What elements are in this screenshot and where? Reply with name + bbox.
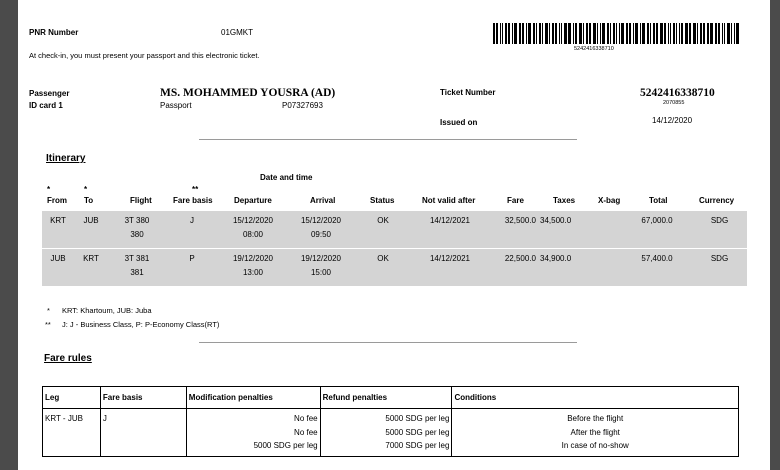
barcode-bar — [697, 23, 698, 44]
fare-rules-table — [42, 386, 739, 457]
cell-to: JUB — [74, 211, 108, 248]
barcode-bar — [685, 23, 688, 44]
cell-leg: KRT - JUB — [43, 409, 101, 457]
barcode-bar — [629, 23, 631, 44]
cell-to: KRT — [74, 249, 108, 286]
barcode-bar — [579, 23, 582, 44]
cell-flight — [108, 211, 166, 248]
barcode-bar — [650, 23, 651, 44]
pnr-value: 01GMKT — [221, 28, 254, 37]
pnr-label: PNR Number — [29, 28, 79, 37]
barcode-bar — [600, 23, 601, 44]
barcode-bar — [619, 23, 620, 44]
barcode-bar — [496, 23, 498, 44]
barcode-bar — [519, 23, 521, 44]
col-refund-penalties: Refund penalties — [320, 387, 452, 409]
cell-from: JUB — [42, 249, 74, 286]
flight-number-short: 380 — [130, 230, 144, 239]
ticket-sub-number: 2070855 — [663, 100, 685, 106]
barcode-bar — [533, 23, 535, 44]
fare-rules-title: Fare rules — [44, 353, 92, 364]
divider — [199, 139, 577, 140]
condition-no-show: In case of no-show — [561, 441, 629, 450]
barcode-bar — [722, 23, 723, 44]
barcode-bar — [607, 23, 609, 44]
barcode-bar — [668, 23, 669, 44]
barcode-bar — [689, 23, 691, 44]
barcode-bar — [647, 23, 649, 44]
barcode-bar — [633, 23, 634, 44]
marker-star-to: * — [84, 185, 88, 194]
e-ticket-page — [18, 0, 770, 470]
arrival-time: 15:00 — [310, 268, 332, 277]
col-arrival: Arrival — [310, 196, 336, 205]
cell-refund — [320, 409, 452, 457]
col-fare: Fare — [507, 196, 524, 205]
barcode-bar — [526, 23, 527, 44]
cell-fare-basis: J — [100, 409, 186, 457]
footnote-text: J: J - Business Class, P: P-Economy Class(RT) — [62, 320, 220, 329]
issued-on-date: 14/12/2020 — [652, 116, 693, 125]
cell-fare: 22,500.0 — [488, 249, 538, 286]
cell-not-valid-after: 14/12/2021 — [412, 211, 488, 248]
barcode-bar — [568, 23, 571, 44]
barcode-bar — [514, 23, 517, 44]
cell-status: OK — [354, 249, 412, 286]
barcode-bar — [734, 23, 735, 44]
barcode-bar — [710, 23, 713, 44]
barcode-bar — [736, 23, 739, 44]
barcode-bar — [610, 23, 611, 44]
barcode-bar — [616, 23, 617, 44]
barcode-number: 5242416338710 — [574, 46, 614, 52]
barcode-bar — [559, 23, 560, 44]
col-modification-penalties: Modification penalties — [186, 387, 320, 409]
barcode-bar — [536, 23, 537, 44]
barcode-bar — [539, 23, 541, 44]
barcode-bar — [656, 23, 658, 44]
cell-from: KRT — [42, 211, 74, 248]
cell-fare: 32,500.0 — [488, 211, 538, 248]
itinerary-table — [42, 211, 747, 286]
departure-date: 19/12/2020 — [232, 254, 274, 263]
departure-time: 08:00 — [242, 230, 264, 239]
barcode-bar — [731, 23, 732, 44]
divider — [199, 342, 577, 343]
barcode-bar — [575, 23, 577, 44]
arrival-date: 19/12/2020 — [300, 254, 342, 263]
barcode-bar — [635, 23, 638, 44]
footnote-marker: * — [47, 306, 50, 315]
barcode-bar — [727, 23, 730, 44]
col-xbag: X-bag — [598, 196, 621, 205]
barcode-bar — [664, 23, 666, 44]
cell-conditions — [452, 409, 739, 457]
barcode-bar — [660, 23, 663, 44]
barcode-bar — [593, 23, 596, 44]
col-total: Total — [649, 196, 668, 205]
cell-currency: SDG — [692, 211, 747, 248]
barcode-bar — [642, 23, 645, 44]
itinerary-row — [42, 249, 747, 286]
cell-departure — [218, 211, 288, 248]
passenger-label: Passenger — [29, 89, 70, 98]
footnote-text: KRT: Khartoum, JUB: Juba — [62, 306, 152, 315]
cell-status: OK — [354, 211, 412, 248]
cell-currency: SDG — [692, 249, 747, 286]
document-number: P07327693 — [282, 101, 323, 110]
barcode-bar — [528, 23, 531, 44]
cell-fare-basis: J — [166, 211, 218, 248]
cell-taxes: 34,900.0 — [538, 249, 580, 286]
cell-taxes: 34,500.0 — [538, 211, 580, 248]
barcode-bar — [597, 23, 598, 44]
cell-not-valid-after: 14/12/2021 — [412, 249, 488, 286]
modification-before: No fee — [294, 414, 318, 423]
col-not-valid-after: Not valid after — [422, 196, 476, 205]
marker-star-from: * — [47, 185, 51, 194]
fare-rules-row — [43, 409, 739, 457]
barcode-bar — [724, 23, 725, 44]
id-card-label: ID card 1 — [29, 101, 63, 110]
barcode-bar — [561, 23, 562, 44]
col-to: To — [84, 196, 94, 205]
col-from: From — [47, 196, 67, 205]
col-status: Status — [370, 196, 395, 205]
cell-xbag — [580, 211, 622, 248]
barcode-bar — [602, 23, 605, 44]
cell-flight — [108, 249, 166, 286]
col-fare-basis: Fare basis — [100, 387, 186, 409]
barcode-bar — [508, 23, 510, 44]
barcode-bar — [589, 23, 591, 44]
issued-on-label: Issued on — [440, 118, 478, 127]
barcode-bar — [621, 23, 624, 44]
barcode-bar — [573, 23, 574, 44]
cell-departure — [218, 249, 288, 286]
barcode — [493, 23, 743, 44]
modification-no-show: 5000 SDG per leg — [253, 441, 318, 450]
fare-rules-header — [43, 387, 739, 409]
barcode-bar — [493, 23, 495, 44]
departure-date: 15/12/2020 — [232, 216, 274, 225]
barcode-bar — [552, 23, 554, 44]
departure-time: 13:00 — [242, 268, 264, 277]
cell-modification — [186, 409, 320, 457]
flight-number: 3T 381 — [124, 254, 150, 263]
barcode-bar — [555, 23, 557, 44]
barcode-bar — [613, 23, 615, 44]
col-conditions: Conditions — [452, 387, 739, 409]
barcode-bar — [679, 23, 680, 44]
refund-no-show: 7000 SDG per leg — [385, 441, 450, 450]
barcode-bar — [586, 23, 588, 44]
condition-before: Before the flight — [567, 414, 624, 423]
passenger-name: MS. MOHAMMED YOUSRA (AD) — [160, 87, 336, 99]
document-type: Passport — [160, 101, 192, 110]
cell-arrival — [288, 249, 354, 286]
refund-after: 5000 SDG per leg — [385, 427, 450, 437]
barcode-bar — [549, 23, 550, 44]
cell-xbag — [580, 249, 622, 286]
barcode-bar — [583, 23, 584, 44]
barcode-bar — [500, 23, 501, 44]
barcode-bar — [626, 23, 628, 44]
marker-dstar-fare: ** — [192, 185, 199, 194]
barcode-bar — [707, 23, 709, 44]
arrival-time: 09:50 — [310, 230, 332, 239]
cell-total: 57,400.0 — [622, 249, 692, 286]
barcode-bar — [700, 23, 702, 44]
barcode-bar — [693, 23, 696, 44]
ticket-number: 5242416338710 — [640, 87, 715, 99]
barcode-bar — [715, 23, 717, 44]
arrival-date: 15/12/2020 — [300, 216, 342, 225]
col-leg: Leg — [43, 387, 101, 409]
checkin-note: At check-in, you must present your passport and this electronic ticket. — [29, 51, 260, 60]
cell-fare-basis: P — [166, 249, 218, 286]
barcode-bar — [640, 23, 641, 44]
barcode-bar — [681, 23, 683, 44]
barcode-bar — [522, 23, 524, 44]
date-time-label: Date and time — [260, 173, 313, 182]
itinerary-row — [42, 211, 747, 248]
col-currency: Currency — [699, 196, 735, 205]
barcode-bar — [676, 23, 677, 44]
refund-before: 5000 SDG per leg — [385, 414, 450, 423]
barcode-bar — [673, 23, 675, 44]
barcode-bar — [670, 23, 671, 44]
barcode-bar — [653, 23, 655, 44]
itinerary-title: Itinerary — [46, 153, 86, 164]
barcode-bar — [505, 23, 507, 44]
cell-arrival — [288, 211, 354, 248]
col-flight: Flight — [130, 196, 152, 205]
col-taxes: Taxes — [553, 196, 576, 205]
barcode-bar — [502, 23, 503, 44]
barcode-bar — [564, 23, 567, 44]
barcode-bar — [718, 23, 720, 44]
modification-after: No fee — [294, 427, 318, 437]
flight-number: 3T 380 — [124, 216, 150, 225]
condition-after: After the flight — [570, 427, 620, 437]
barcode-bar — [542, 23, 543, 44]
col-departure: Departure — [234, 196, 272, 205]
barcode-bar — [512, 23, 513, 44]
barcode-bar — [545, 23, 548, 44]
cell-total: 67,000.0 — [622, 211, 692, 248]
col-fare-basis: Fare basis — [173, 196, 213, 205]
flight-number-short: 381 — [130, 268, 144, 277]
barcode-bar — [703, 23, 705, 44]
footnote-marker: ** — [45, 320, 51, 329]
ticket-number-label: Ticket Number — [440, 88, 496, 97]
